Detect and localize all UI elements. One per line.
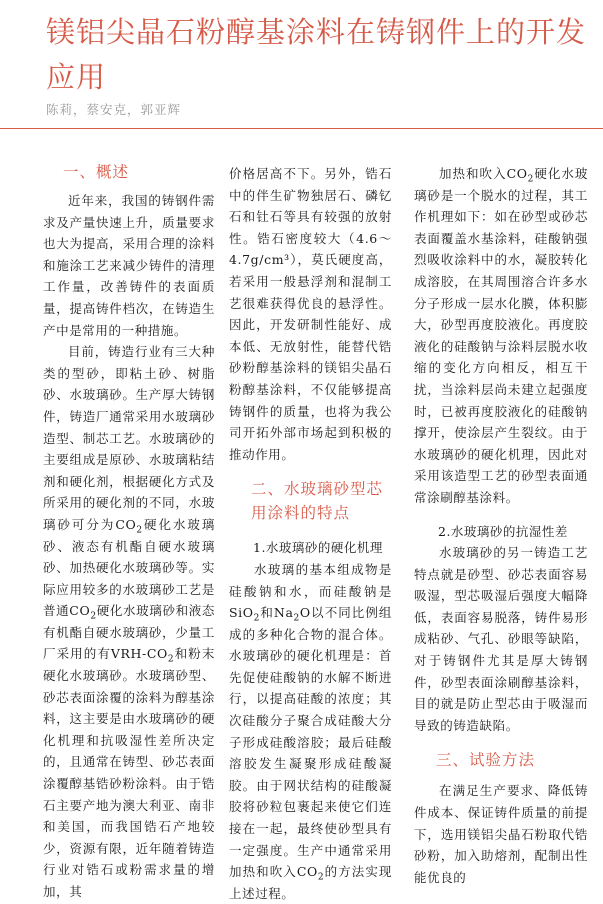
column-1 (43, 160, 215, 903)
paper-title: 镁铝尖晶石粉醇基涂料在铸钢件上的开发应用 (46, 15, 587, 94)
paragraph: 水玻璃的基本组成物是硅酸钠和水，而硅酸钠是SiO$_2$和$Na_2O$以不同比例组成的多种化合物的混合体。水玻璃砂的硬化机理是：首先促使硅酸钠的水解不断进行，以提高硅酸的浓度；其次硅酸分子聚合成硅酸大分子形成硅酸溶胶；最后硅酸溶胶发生凝聚形成硅酸凝胶。由于网状结构的硅酸凝胶将砂粒包裹起来使它们连接在一起，最终使砂型具有一定强度。生产中通常采用加热和吹入$CO_2$的方法实现上述过程。 (229, 561, 392, 901)
section-heading-overview: 一、概述 (63, 163, 130, 181)
title-divider (0, 128, 603, 129)
authors: 陈莉，蔡安克，郭亚辉 (46, 102, 182, 117)
column-3 (414, 163, 588, 888)
section-heading-method: 三、试验方法 (436, 751, 536, 770)
paragraph: 目前，铸造行业有三大种类的型砂，即粘土砂、树脂砂、水玻璃砂。生产厚大铸钢件，铸造厂通常采用水玻璃砂造型、制芯工艺。水玻璃砂的主要组成是原砂、水玻璃粘结剂和硬化剂，根据硬化方式及所采用的硬化剂的不同，水玻璃砂可分为$CO_2$硬化水玻璃砂、液态有机酯自硬水玻璃砂、加热硬化水玻璃砂等。实际应用较多的水玻璃砂工艺是普通$CO_2$硬化水玻璃砂和液态有机酯自硬水玻璃砂，少量工厂采用的有VRH-$CO_2$和粉末硬化水玻璃砂。水玻璃砂型、砂芯表面涂覆的涂料为醇基涂料，这主要是由水玻璃砂的硬化机理和抗吸湿性差所决定的，且通常在铸型、砂芯表面涂覆醇基锆砂粉涂料。由于锆石主要产地为澳大利亚、南非和美国，而我国锆石产地较少，资源有限，近年随着铸造行业对锆石或粉需求量的增加，其 (43, 344, 215, 899)
paragraph: 近年来，我国的铸钢件需求及产量快速上升，质量要求也大为提高，采用合理的涂料和施涂工艺来减少铸件的清理工作量，改善铸件的表面质量，提高铸件档次，在铸造生产中是常用的一种措施。 (43, 193, 215, 338)
subsection-heading: 2.水玻璃砂的抗湿性差 (438, 523, 568, 539)
section-heading-characteristics: 二、水玻璃砂型芯用涂料的特点 (251, 480, 384, 523)
paragraph: 在满足生产要求、降低铸件成本、保证铸件质量的前提下，选用镁铝尖晶石粉取代锆砂粉，加入助熔剂，配制出性能优良的 (414, 783, 588, 885)
paragraph: 价格居高不下。另外，锆石中的伴生矿物独居石、磷钇石和钍石等具有较强的放射性。锆石密度较大（4.6～4.7g/cm³），莫氏硬度高，若采用一般悬浮剂和混制工艺很难获得优良的悬浮性。因此，开发研制性能好、成本低、无放射性，能替代锆砂粉醇基涂料的镁铝尖晶石粉醇基涂料，不仅能够提高铸钢件的质量，也将为我公司开拓外部市场起到积极的推动作用。 (229, 166, 392, 462)
subsection-heading: 1.水玻璃砂的硬化机理 (253, 540, 383, 556)
paragraph: 加热和吹入$CO_2$硬化水玻璃砂是一个脱水的过程，其工作机理如下：如在砂型或砂芯表面覆盖水基涂料，硅酸钠强烈吸收涂料中的水，凝胶转化成溶胶，在其周围溶合许多水分子形成一层水化膜，体积膨大，砂型再度胶液化。再度胶液化的硅酸钠与涂料层脱水收缩的变化方向相反，相互干扰，当涂料层尚未建立起强度时，已被再度胶液化的硅酸钠撑开，使涂层产生裂纹。由于水玻璃砂的硬化机理，因此对采用该造型工艺的砂型表面通常涂刷醇基涂料。 (414, 166, 589, 505)
paragraph: 水玻璃砂的另一铸造工艺特点就是砂型、砂芯表面容易吸湿，型芯吸湿后强度大幅降低，表面容易脱落，铸件易形成粘砂、气孔、砂眼等缺陷，对于铸钢件尤其是厚大铸钢件，砂型表面涂刷醇基涂料，目的就是防止型芯由于吸湿而导致的铸造缺陷。 (414, 545, 588, 733)
column-2 (229, 163, 392, 904)
